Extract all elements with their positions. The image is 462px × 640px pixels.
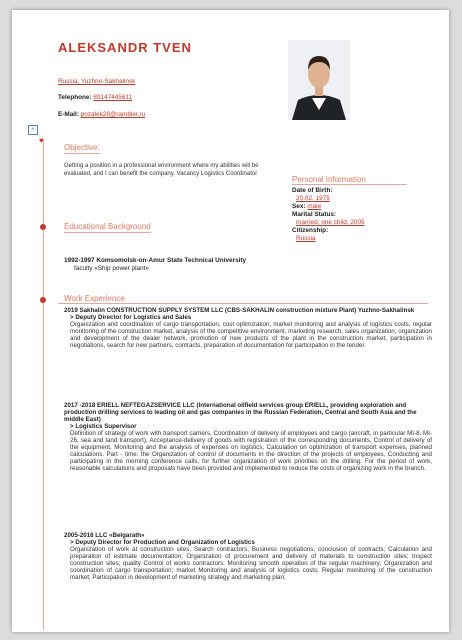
dob-label: Date of Birth: [292,187,333,194]
work-title-underline [58,303,428,304]
candidate-name: ALEKSANDR TVEN [58,40,192,55]
citizenship-label: Citizenship: [292,227,329,234]
job-description: Definition of strategy of work with transport carriers, Coordination of delivery of employees and cargo (aircraft, in particular MI-8, MI-26, sea and land transport), Acceptance-delivery of goods with registration of the corresponding documents, Control of delivery of the equipment, Monitoring and the analysis of expenses on logistics, Calculation on optimization of transport expenses, planned calculations. Part - time: the Organization of control of documents in the direction of the projects of employees, Conducting and participating in the morning conference calls, for further organization of work priorities on the drilling. For the period of work, reasonable calculations and proposals have been provided and implemented to reduce the costs of organizing work in the branch. [70,430,432,472]
telephone-row [58,94,132,101]
job-header: 2017 -2018 ERIELL NEFTEGAZSERVICE LLC (International oilfield services group ERIELL, providing exploration and production drilling services to leading oil and gas companies in the Russian Federation, Central and South Asia and the middle East) [64,402,417,423]
citizenship-value: Russia [296,235,316,242]
education-entry [64,257,289,272]
objective-title: Objective: [64,143,100,152]
job-entry [64,402,432,472]
location [58,78,135,85]
education-faculty: faculty «Ship power plant» [74,264,149,272]
objective-text: Getting a position in a professional environment where my abilities will be evaluated, and I can benefit the company. Vacancy Logistics Coordinator [64,163,259,177]
job-role: > Logistics Supervisor [70,423,137,430]
sex-value: male [307,203,322,210]
job-header: 2019 Sakhalin CONSTRUCTION SUPPLY SYSTEM LLC (CBS-SAKHALIN construction mixture Plant) Yuzhno-Sakhalinsk [64,307,415,314]
email-label: E-Mail: [58,111,79,118]
education-dot [40,224,46,230]
work-title: Work Experience [64,294,125,303]
job-role: > Deputy Director for Production and Organization of Logistics [70,539,255,546]
personal-info-title: Personal Information [292,175,407,185]
marital-label: Marital Status: [292,211,337,218]
job-header: 2005-2016 LLC «Belgarath» [64,532,145,539]
email-row [58,111,145,118]
profile-photo [288,40,350,120]
location-link[interactable]: Russia, Yuzhno-Sakhalinsk [58,78,136,85]
sex-label: Sex: [292,203,306,210]
job-description: Organization and coordination of cargo transportation, cost optimization, market monitoring and analysis of logistics costs, regular monitoring of the construction market, analysis of the competitive environment, marketing research, sales organization, organization and development of the dealer network, promotion of new products of the plant in the construction market, participation in negotiations, search for new partners, contracts, preparation of documentation for participation in the tender. [70,321,432,349]
heart-icon: ♥ [39,136,44,145]
marital-value: married, one child, 2005 [296,219,365,226]
telephone-value[interactable]: 89147445611 [93,94,133,101]
telephone-label: Telephone: [58,94,92,101]
email-link[interactable]: pozalek28@rambler.ru [80,111,146,118]
job-description: Organization of work at construction sites; Search contractors; Business negotiations, conclusion of contracts; Calculation and preparation of estimate documentation; Organization of procurement and delivery of materials to construction sites; Inspect construction sites; quality Control of works contractors; Monitoring smooth operation of the regular machinery; Organization and coordination of cargo transportation; market Monitoring and analysis of logistics costs; Regular monitoring of the construction market; Participation in development of marketing strategy and marketing plan; [70,546,432,581]
resume-page [12,10,449,632]
education-title: Educational Background [64,222,151,231]
job-role: > Deputy Director for Logistics and Sales [70,314,192,321]
work-dot [40,297,46,303]
job-entry [64,307,432,349]
job-entry [64,532,432,581]
timeline-line [43,140,44,630]
dob-value: 20.02. 1975 [296,195,330,202]
move-handle-icon[interactable]: + [28,125,38,135]
personal-info-block [292,187,422,243]
education-years-school: 1992-1997 Komsomolsk-on-Amur State Technical University [64,257,247,264]
